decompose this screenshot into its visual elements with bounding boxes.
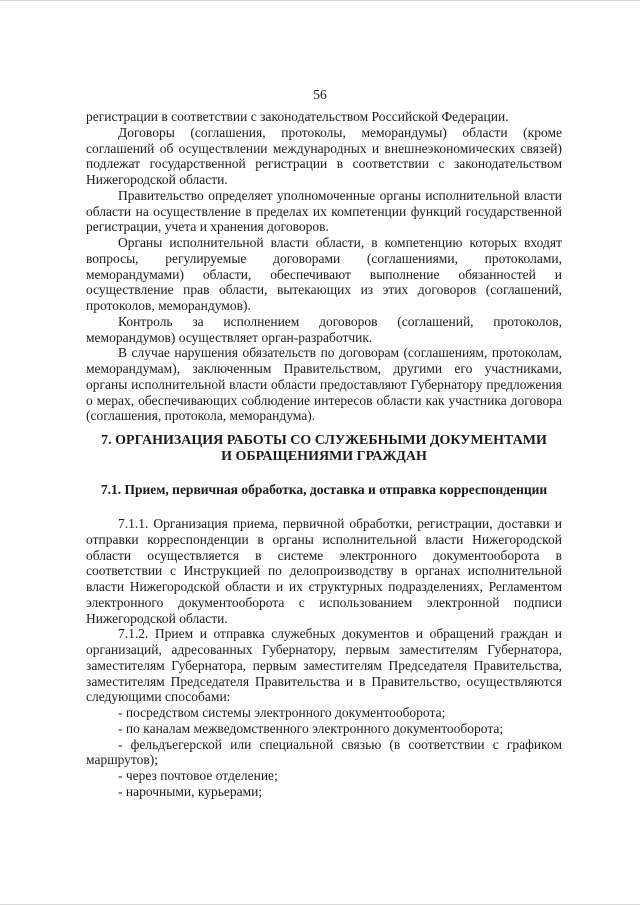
paragraph: В случае нарушения обязательств по договорам (соглашениям, протоколам, меморандумам), заключенным Правительством, другими его участниками, органы исполнительной власти области предоставляют Губернатору предложения о мерах, обеспечивающих соблюдение интересов области как участника договора (соглашения, протокола, меморандума). <box>86 345 562 424</box>
section-title <box>86 433 562 465</box>
paragraph: 7.1.1. Организация приема, первичной обработки, регистрации, доставки и отправки корреспонденции в органы исполнительной власти Нижегородской области осуществляется в системе электронного документооборота в соответствии с Инструкцией по делопроизводству в органах исполнительной власти Нижегородской области и их структурных подразделениях, Регламентом электронного документооборота с использованием электронной подписи Нижегородской области. <box>86 516 562 626</box>
document-body <box>86 109 562 800</box>
section-title-line: 7. ОРГАНИЗАЦИЯ РАБОТЫ СО СЛУЖЕБНЫМИ ДОКУМЕНТАМИ <box>101 433 547 448</box>
list-item: - фельдъегерской или специальной связью (в соответствии с графиком маршрутов); <box>86 736 562 768</box>
paragraph: Договоры (соглашения, протоколы, меморандумы) области (кроме соглашений об осуществлении международных и внешнеэкономических связей) подлежат государственной регистрации в соответствии с законодательством Нижегородской области. <box>86 124 562 187</box>
page-number: 56 <box>313 87 327 102</box>
paragraph: регистрации в соответствии с законодательством Российской Федерации. <box>86 109 509 124</box>
paragraph: 7.1.2. Прием и отправка служебных документов и обращений граждан и организаций, адресованных Губернатору, первым заместителям Губернатора, заместителям Губернатора, первым заместителям Председателя Правительства, заместителям Председателя Правительства и в Правительство, осуществляются следующими способами: <box>86 626 562 705</box>
paragraph: Правительство определяет уполномоченные органы исполнительной власти области на осуществление в пределах их компетенции функций государственной регистрации, учета и хранения договоров. <box>86 187 562 235</box>
list-item: - нарочными, курьерами; <box>118 783 263 799</box>
list-item: - по каналам межведомственного электронного документооборота; <box>118 720 504 736</box>
paragraph: Органы исполнительной власти области, в компетенцию которых входят вопросы, регулируемые договорами (соглашениями, протоколами, меморандумами) области, обеспечивают выполнение обязанностей и осуществление прав области, вытекающих из этих договоров (соглашений, протоколов, меморандумов). <box>86 235 562 313</box>
subsection-title: 7.1. Прием, первичная обработка, доставка и отправка корреспонденции <box>100 482 548 497</box>
paragraph: Контроль за исполнением договоров (соглашений, протоколов, меморандумов) осуществляет орган-разработчик. <box>86 313 562 345</box>
list-item: - через почтовое отделение; <box>118 768 278 783</box>
section-title-line: И ОБРАЩЕНИЯМИ ГРАЖДАН <box>221 449 427 464</box>
list-item: - посредством системы электронного документооборота; <box>118 705 446 720</box>
